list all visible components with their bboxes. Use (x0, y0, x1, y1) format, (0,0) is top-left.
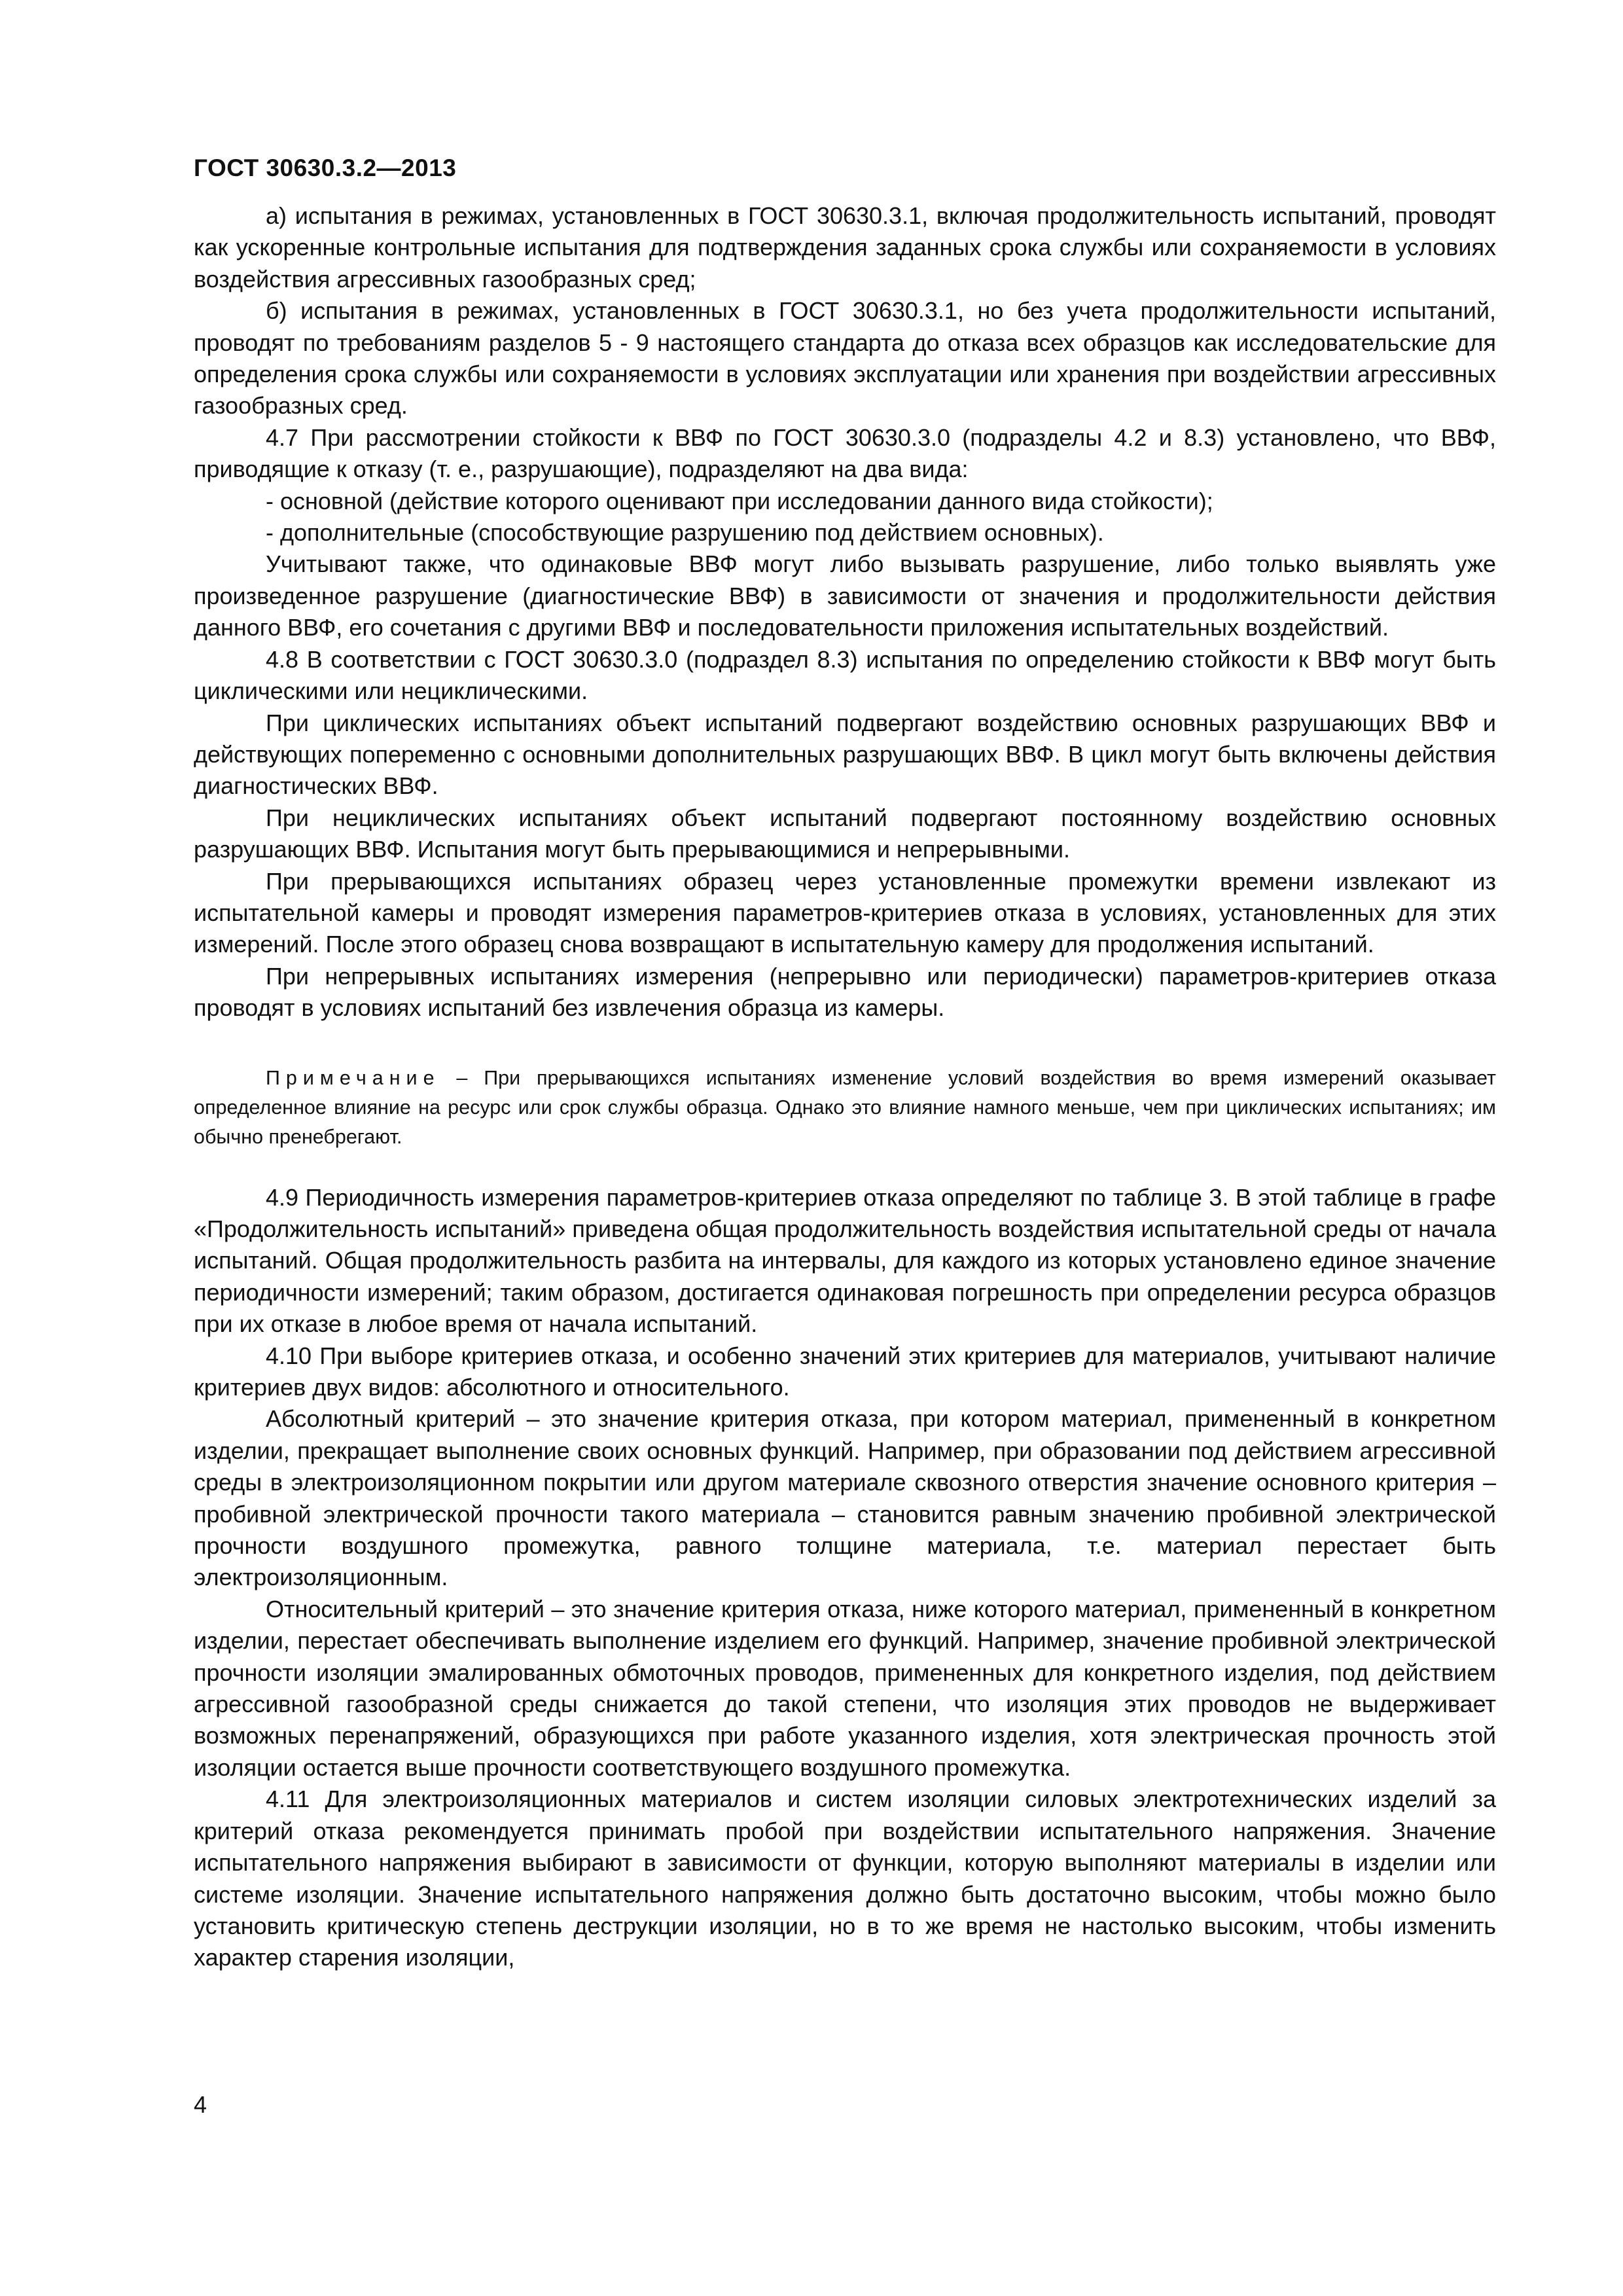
paragraph-relative-criterion: Относительный критерий – это значение критерия отказа, ниже которого материал, примененный в конкретном изделии, перестает обеспечивать выполнение изделием его функций. Например, значение пробивной электрической прочности изоляции эмалированных обмоточных проводов, примененных для конкретного изделия, под действием агрессивной газообразной среды снижается до такой степени, что изоляция этих проводов не выдерживает возможных перенапряжений, образующихся при работе указанного изделия, хотя электрическая прочность этой изоляции остается выше прочности соответствующего воздушного промежутка. (194, 1595, 1496, 1781)
document-header: ГОСТ 30630.3.2—2013 (194, 154, 457, 181)
page-number: 4 (194, 2091, 207, 2118)
paragraph-4-11: 4.11 Для электроизоляционных материалов и систем изоляции силовых электротехнических изделий за критерий отказа рекомендуется принимать пробой при воздействии испытательного напряжения. Значение испытательного напряжения выбирают в зависимости от функции, которую выполняют материалы в изделии или системе изоляции. Значение испытательного напряжения должно быть достаточно высоким, чтобы можно было установить критическую степень деструкции изоляции, но в то же время не настолько высоким, чтобы изменить характер старения изоляции, (194, 1785, 1496, 1971)
paragraph-a: а) испытания в режимах, установленных в ГОСТ 30630.3.1, включая продолжительность испытаний, проводят как ускоренные контрольные испытания для подтверждения заданных срока службы или сохраняемости в условиях воздействия агрессивных газообразных сред; (194, 202, 1496, 293)
paragraph-diagnostic: Учитывают также, что одинаковые ВВФ могут либо вызывать разрушение, либо только выявлять уже произведенное разрушение (диагностические ВВФ) в зависимости от значения и продолжительности действия данного ВВФ, его сочетания с другими ВВФ и последовательности приложения испытательных воздействий. (194, 550, 1496, 641)
paragraph-interrupted: При прерывающихся испытаниях образец через установленные промежутки времени извлекают из испытательной камеры и проводят измерения параметров-критериев отказа в условиях, установленных для этих измерений. После этого образец снова возвращают в испытательную камеру для продолжения испытаний. (194, 867, 1496, 958)
document-body (194, 200, 1496, 1974)
paragraph-b: б) испытания в режимах, установленных в ГОСТ 30630.3.1, но без учета продолжительности испытаний, проводят по требованиям разделов 5 - 9 настоящего стандарта до отказа всех образцов как исследовательские для определения срока службы или сохраняемости в условиях эксплуатации или хранения при воздействии агрессивных газообразных сред. (194, 297, 1496, 420)
paragraph-4-9: 4.9 Периодичность измерения параметров-критериев отказа определяют по таблице 3. В этой таблице в графе «Продолжительность испытаний» приведена общая продолжительность воздействия испытательной среды от начала испытаний. Общая продолжительность разбита на интервалы, для каждого из которых установлено единое значение периодичности измерений; таким образом, достигается одинаковая погрешность при определении ресурса образцов при их отказе в любое время от начала испытаний. (194, 1183, 1496, 1338)
note-label: Примечание (266, 1066, 440, 1089)
note-block (194, 1064, 1496, 1152)
note-dash: – (440, 1066, 484, 1089)
paragraph-continuous: При непрерывных испытаниях измерения (непрерывно или периодически) параметров-критериев отказа проводят в условиях испытаний без извлечения образца из камеры. (194, 962, 1496, 1022)
paragraph-absolute-criterion: Абсолютный критерий – это значение критерия отказа, при котором материал, примененный в конкретном изделии, прекращает выполнение своих основных функций. Например, при образовании под действием агрессивной среды в электроизоляционном покрытии или другом материале сквозного отверстия значение основного критерия – пробивной электрической прочности такого материала – становится равным значению пробивной электрической прочности воздушного промежутка, равного толщине материала, т.е. материал перестает быть электроизоляционным. (194, 1405, 1496, 1591)
paragraph-4-7: 4.7 При рассмотрении стойкости к ВВФ по ГОСТ 30630.3.0 (подразделы 4.2 и 8.3) установлено, что ВВФ, приводящие к отказу (т. е., разрушающие), подразделяют на два вида: (194, 423, 1496, 483)
note-text: При прерывающихся испытаниях изменение условий воздействия во время измерений оказывает определенное влияние на ресурс или срок службы образца. Однако это влияние намного меньше, чем при циклических испытаниях; им обычно пренебрегают. (194, 1066, 1496, 1148)
paragraph-cyclic: При циклических испытаниях объект испытаний подвергают воздействию основных разрушающих ВВФ и действующих попеременно с основными дополнительных разрушающих ВВФ. В цикл могут быть включены действия диагностических ВВФ. (194, 709, 1496, 800)
list-item-additional: - дополнительные (способствующие разрушению под действием основных). (266, 519, 1104, 547)
document-body-continued (194, 1182, 1496, 1974)
paragraph-noncyclic: При нециклических испытаниях объект испытаний подвергают постоянному воздействию основных разрушающих ВВФ. Испытания могут быть прерывающимися и непрерывными. (194, 804, 1496, 863)
paragraph-4-8: 4.8 В соответствии с ГОСТ 30630.3.0 (подраздел 8.3) испытания по определению стойкости к ВВФ могут быть циклическими или нециклическими. (194, 645, 1496, 705)
list-item-main: - основной (действие которого оценивают при исследовании данного вида стойкости); (266, 487, 1213, 514)
paragraph-4-10: 4.10 При выборе критериев отказа, и особенно значений этих критериев для материалов, учитывают наличие критериев двух видов: абсолютного и относительного. (194, 1342, 1496, 1401)
